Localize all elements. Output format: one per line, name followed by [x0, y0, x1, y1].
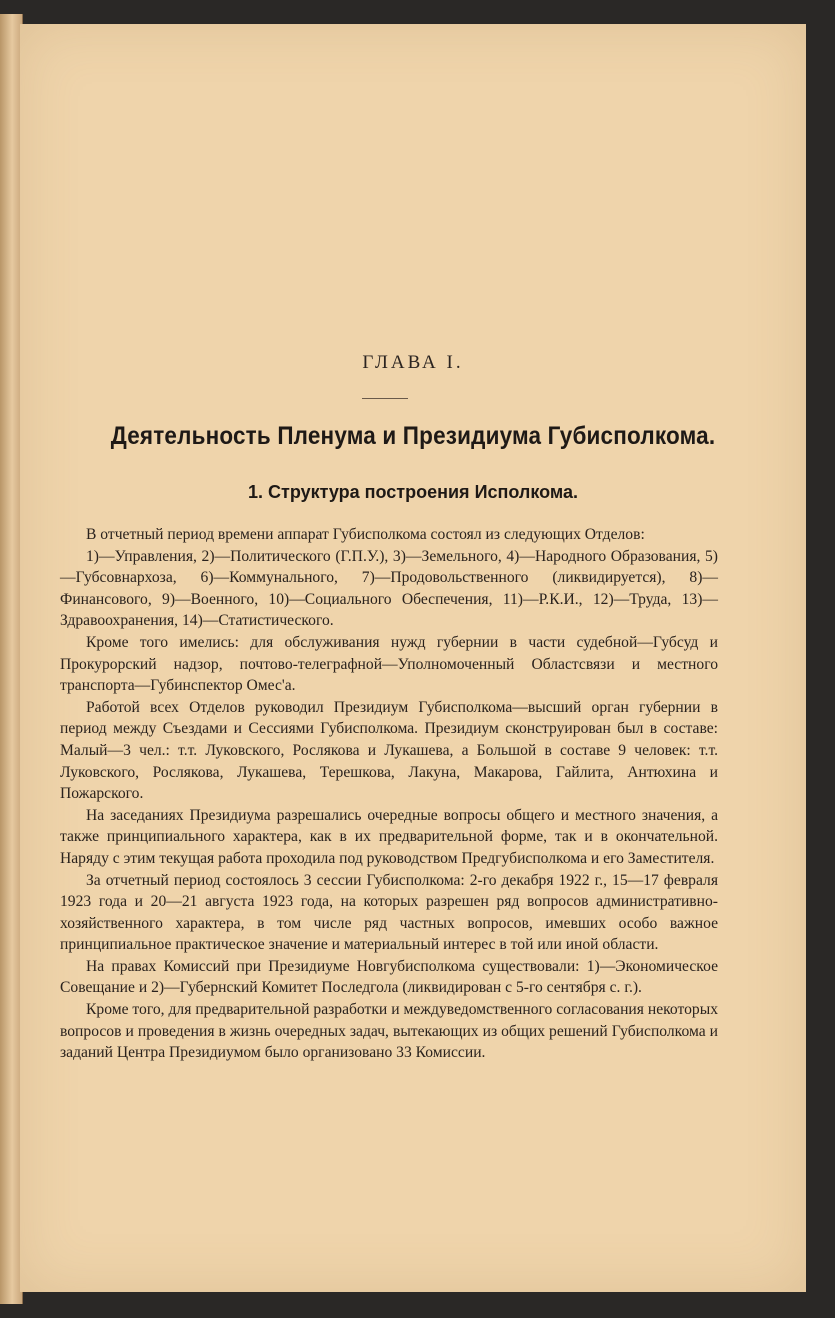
paragraph: Кроме того имелись: для обслуживания нужд губернии в части судебной—Губсуд и Прокурорский надзор, почтово-телеграфной—Уполномоченный Областсвязи и местного транспорта—Губинспектор Омес'а. — [60, 633, 718, 695]
paragraph: В отчетный период времени аппарат Губисполкома состоял из следующих Отделов: — [86, 526, 645, 543]
document-page — [20, 24, 806, 1292]
paragraph: Работой всех Отделов руководил Президиум Губисполкома—высший орган губернии в период между Съездами и Сессиями Губисполкома. Президиум сконструирован был в составе: Малый—3 чел.: т.т. Луковского, Рослякова и Лукашева, а Большой в составе 9 человек: т.т. Луковского, Рослякова, Лукашева, Терешкова, Лакуна, Макарова, Гайлита, Антюхина и Пожарского. — [60, 698, 718, 803]
body-text — [60, 524, 718, 1064]
paragraph: Кроме того, для предварительной разработки и междуведомственного согласования некоторых вопросов и проведения в жизнь очередных задач, вытекающих из общих решений Губисполкома и заданий Центра Президиумом было организовано 33 Комиссии. — [60, 1001, 718, 1062]
section-heading: 1. Структура построения Исполкома. — [248, 482, 578, 502]
paragraph: За отчетный период состоялось 3 сессии Губисполкома: 2-го декабря 1922 г., 15—17 февраля 1923 года и 20—21 августа 1923 года, на которых разрешен ряд вопросов административно-хозяйственного характера, в том числе ряд частных вопросов, имевших особо важное принципиальное практическое значение и материальный интерес в той или иной области. — [60, 871, 718, 954]
chapter-heading: ГЛАВА I. — [362, 352, 464, 373]
page-title: Деятельность Пленума и Президиума Губисполкома. — [110, 422, 716, 450]
paragraph: На правах Комиссий при Президиуме Новгубисполкома существовали: 1)—Экономическое Совещание и 2)—Губернский Комитет Последгола (ликвидирован с 5-го сентября с. г.). — [60, 957, 718, 997]
paragraph: На заседаниях Президиума разрешались очередные вопросы общего и местного значения, а также принципиального характера, как в их предварительной форме, так и в окончательной. Наряду с этим текущая работа проходила под руководством Предгубисполкома и его Заместителя. — [60, 806, 718, 867]
paragraph: 1)—Управления, 2)—Политического (Г.П.У.), 3)—Земельного, 4)—Народного Образования, 5)—Губсовнархоза, 6)—Коммунального, 7)—Продовольственного (ликвидируется), 8)—Финансового, 9)—Военного, 10)—Социального Обеспечения, 11)—Р.К.И., 12)—Труда, 13)—Здравоохранения, 14)—Статистического. — [60, 547, 718, 630]
divider-rule — [362, 398, 408, 399]
